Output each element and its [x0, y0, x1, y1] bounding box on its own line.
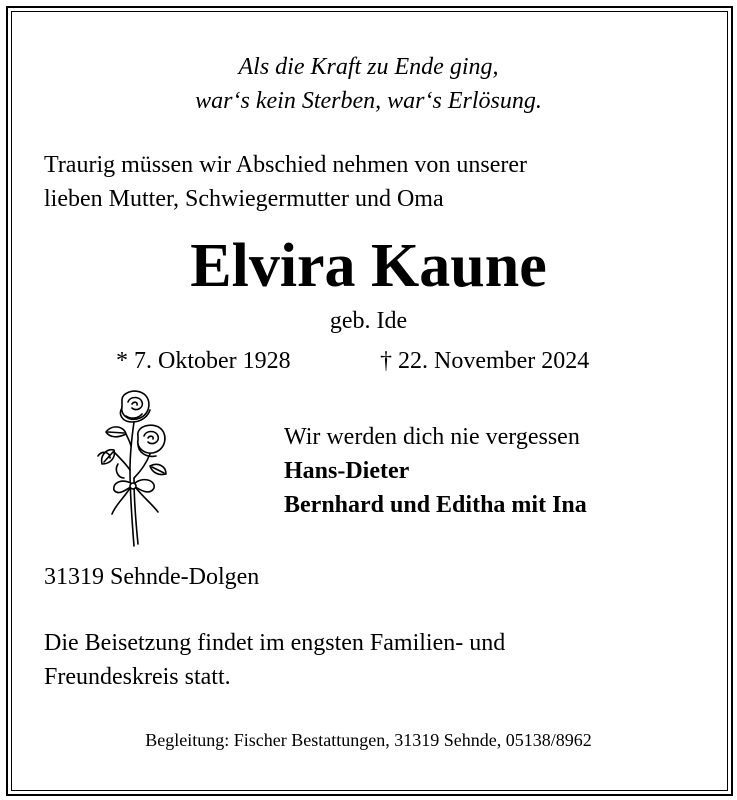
deceased-name: Elvira Kaune	[190, 232, 547, 300]
notice-line-2: Freundeskreis statt.	[44, 664, 231, 690]
motto-verse	[0, 50, 737, 118]
rose-icon	[92, 386, 176, 554]
funeral-home-footer: Begleitung: Fischer Bestattungen, 31319 Sehnde, 05138/8962	[145, 730, 592, 750]
mourner-name-2: Bernhard und Editha mit Ina	[284, 492, 587, 518]
place: 31319 Sehnde-Dolgen	[44, 564, 260, 590]
motto-line-1: Als die Kraft zu Ende ging,	[238, 54, 499, 80]
death-date: † 22. November 2024	[380, 348, 590, 374]
intro-text	[44, 148, 527, 216]
intro-line-2: lieben Mutter, Schwiegermutter und Oma	[44, 186, 444, 212]
notice-line-1: Die Beisetzung findet im engsten Familien- und	[44, 630, 506, 656]
intro-line-1: Traurig müssen wir Abschied nehmen von unserer	[44, 152, 528, 178]
mourners-block	[284, 420, 587, 522]
second-rose-bloom	[138, 425, 165, 456]
mourner-name-1: Hans-Dieter	[284, 458, 410, 484]
maiden-name: geb. Ide	[329, 308, 408, 334]
birth-date: * 7. Oktober 1928	[116, 348, 291, 374]
top-rose-bloom	[120, 391, 150, 422]
burial-notice	[44, 626, 505, 694]
motto-line-2: war‘s kein Sterben, war‘s Erlösung.	[195, 88, 542, 114]
mourners-sentence: Wir werden dich nie vergessen	[284, 424, 580, 450]
